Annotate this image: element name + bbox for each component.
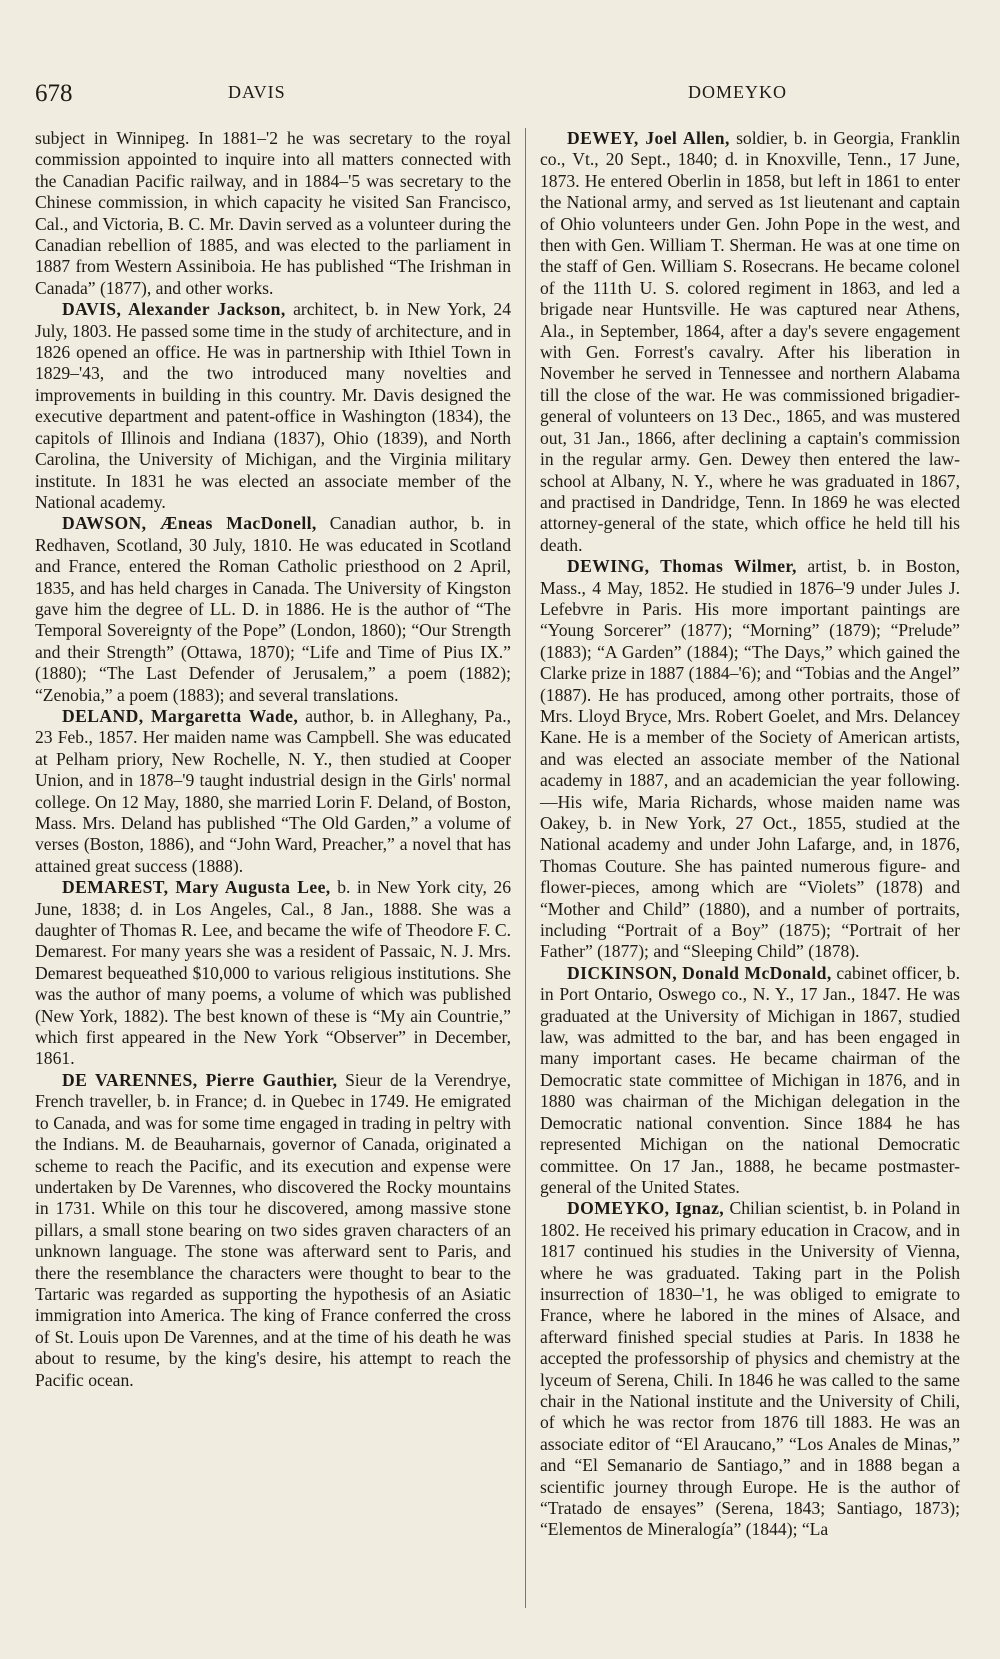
entry-headword: DE VARENNES, Pierre Gauthier, — [62, 1069, 338, 1090]
right-column — [540, 128, 960, 1541]
entry-text: Canadian author, b. in Redhaven, Scotland, 30 July, 1810. He was educated in Scotland and France, entered the Roman Catholic priesthood on 2 April, 1835, and has held charges in Canada. The University of Kingston gave him the degree of LL. D. in 1886. He is the author of “The Temporal Sovereignty of the Pope” (London, 1860); “Our Strength and their Strength” (Ottawa, 1870); “Life and Time of Pius IX.” (1880); “The Last Defender of Jerusalem,” a poem (1882); “Zenobia,” a poem (1883); and several translations. — [35, 513, 511, 705]
entry-dawson — [35, 513, 511, 706]
running-head-right: DOMEYKO — [688, 82, 787, 102]
entry-dickinson — [540, 963, 960, 1198]
entry-headword: DICKINSON, Donald McDonald, — [567, 962, 832, 983]
entry-text: artist, b. in Boston, Mass., 4 May, 1852. He studied in 1876–'9 under Jules J. Lefebvre in Paris. His more important paintings are “Young Sorcerer” (1877); “Morning” (1879); “Prelude” (1883); “A Garden” (1884); “The Days,” which gained the Clarke prize in 1887 (1884–'6); and “Tobias and the Angel” (1887). He has produced, among other portraits, those of Mrs. Lloyd Bryce, Mrs. Robert Goelet, and Mrs. Delancey Kane. He is a member of the Society of American artists, and was elected an associate member of the National academy in 1887, and an academician the year following.—His wife, Maria Richards, whose maiden name was Oakey, b. in New York, 27 Oct., 1855, studied at the National academy and under John Lafarge, and, in 1876, Thomas Couture. She has painted numerous figure- and flower-pieces, among which are “Violets” (1878) and “Mother and Child” (1880), and a number of portraits, including “Portrait of a Boy” (1875); “Portrait of her Father” (1877); and “Sleeping Child” (1878). — [540, 556, 960, 962]
entry-text: soldier, b. in Georgia, Franklin co., Vt., 20 Sept., 1840; d. in Knoxville, Tenn., 17 June, 1873. He entered Oberlin in 1858, but left in 1861 to enter the National army, and served as 1st lieutenant and captain of Ohio volunteers under Gen. John Pope in the west, and then with Gen. William T. Sherman. He was at one time on the staff of Gen. William S. Rosecrans. He became colonel of the 111th U. S. colored regiment in 1863, and led a brigade near Huntsville. He was captured near Athens, Ala., in September, 1864, after a day's severe engagement with Gen. Forrest's cavalry. After his liberation in November he served in Tennessee and northern Alabama till the close of the war. He was commissioned brigadier-general of volunteers on 13 Dec., 1865, and was mustered out, 31 Jan., 1866, after declining a captain's commission in the regular army. Gen. Dewey then entered the law-school at Albany, N. Y., where he was graduated in 1867, and practised in Dandridge, Tenn. In 1869 he was elected attorney-general of the state, which office he held till his death. — [540, 128, 960, 555]
left-column — [35, 128, 511, 1391]
entry-headword: DELAND, Margaretta Wade, — [62, 705, 299, 726]
entry-continuation — [35, 128, 511, 299]
entry-text: cabinet officer, b. in Port Ontario, Oswego co., N. Y., 17 Jan., 1847. He was graduated at the University of Michigan in 1867, studied law, was admitted to the bar, and has been engaged in many important cases. He became chairman of the Democratic state committee of Michigan in 1876, and in 1880 was chairman of the Michigan delegation in the Democratic national convention. Since 1884 he has represented Michigan on the national Democratic committee. On 17 Jan., 1888, he became postmaster-general of the United States. — [540, 962, 961, 1197]
entry-deland — [35, 706, 511, 877]
entry-davis — [35, 299, 511, 513]
entry-headword: DEMAREST, Mary Augusta Lee, — [62, 877, 331, 898]
entry-headword: DOMEYKO, Ignaz, — [567, 1198, 725, 1219]
entry-demarest — [35, 877, 511, 1070]
page-header — [35, 80, 965, 114]
entry-headword: DAVIS, Alexander Jackson, — [62, 299, 286, 320]
page-number: 678 — [35, 80, 73, 107]
entry-text: Sieur de la Verendrye, French traveller, b. in France; d. in Quebec in 1749. He emigrated to Canada, and was for some time engaged in trading in peltry with the Indians. M. de Beauharnais, governor of Canada, originated a scheme to reach the Pacific, and its execution and expense were undertaken by De Varennes, who discovered the Rocky mountains in 1731. While on this tour he discovered, among massive stone pillars, a small stone bearing on two sides graven characters of an unknown language. The stone was afterward sent to Paris, and there the resemblance the characters were thought to bear to the Tartaric was regarded as supporting the hypothesis of an Asiatic immigration into America. The king of France conferred the cross of St. Louis upon De Varennes, and at the time of his death he was about to resume, by the king's desire, his attempt to reach the Pacific ocean. — [35, 1069, 511, 1390]
entry-de-varennes — [35, 1070, 511, 1391]
entry-text: subject in Winnipeg. In 1881–'2 he was secretary to the royal commission appointed to inquire into all matters connected with the Canadian Pacific railway, and in 1884–'5 was secretary to the Chinese commission, in which capacity he visited San Francisco, Cal., and Victoria, B. C. Mr. Davin served as a volunteer during the Canadian rebellion of 1885, and was elected to the parliament in 1887 from Western Assiniboia. He has published “The Irishman in Canada” (1877), and other works. — [35, 128, 511, 298]
entry-headword: DEWEY, Joel Allen, — [567, 128, 730, 148]
column-divider — [525, 128, 526, 1608]
entry-text: author, b. in Alleghany, Pa., 23 Feb., 1857. Her maiden name was Campbell. She was educated at Pelham priory, New Rochelle, N. Y., then studied at Cooper Union, and in 1878–'9 taught industrial design in the Girls' normal college. On 12 May, 1880, she married Lorin F. Deland, of Boston, Mass. Mrs. Deland has published “The Old Garden,” a volume of verses (Boston, 1886), and “John Ward, Preacher,” a novel that has attained great success (1888). — [35, 705, 511, 876]
entry-headword: DAWSON, Æneas MacDonell, — [62, 513, 317, 534]
entry-dewing — [540, 556, 960, 963]
entry-domeyko — [540, 1198, 960, 1541]
entry-text: Chilian scientist, b. in Poland in 1802. He received his primary education in Cracow, and in 1817 continued his studies in the University of Vienna, where he was graduated. Taking part in the Polish insurrection of 1830–'1, he was obliged to emigrate to France, where he labored in the mines of Alsace, and afterward finished special studies at Paris. In 1838 he accepted the professorship of physics and chemistry at the lyceum of Serena, Chili. In 1846 he was called to the same chair in the National institute and the University of Chili, of which he was rector from 1876 till 1883. He was an associate editor of “El Araucano,” “Los Anales de Minas,” and “El Semanario de Santiago,” and in 1888 began a scientific journey through Europe. He is the author of “Tratado de ensayes” (Serena, 1843; Santiago, 1873); “Elementos de Mineralogía” (1844); “La — [540, 1198, 960, 1540]
entry-text: architect, b. in New York, 24 July, 1803. He passed some time in the study of architecture, and in 1826 opened an office. He was in partnership with Ithiel Town in 1829–'43, and the two introduced many novelties and improvements in building in this country. Mr. Davis designed the executive department and patent-office in Washington (1834), the capitols of Illinois and Indiana (1837), Ohio (1839), and North Carolina, the University of Michigan, and the Virginia military institute. In 1831 he was elected an associate member of the National academy. — [35, 299, 511, 512]
entry-headword: DEWING, Thomas Wilmer, — [567, 556, 797, 577]
entry-dewey — [540, 128, 960, 556]
entry-text: b. in New York city, 26 June, 1838; d. in Los Angeles, Cal., 8 Jan., 1888. She was a daughter of Thomas R. Lee, and became the wife of Theodore F. C. Demarest. For many years she was a resident of Passaic, N. J. Mrs. Demarest bequeathed $10,000 to various religious institutions. She was the author of many poems, a volume of which was published (New York, 1882). The best known of these is “My ain Countrie,” which first appeared in the New York “Observer” in December, 1861. — [35, 877, 512, 1069]
running-head-left: DAVIS — [228, 82, 286, 102]
